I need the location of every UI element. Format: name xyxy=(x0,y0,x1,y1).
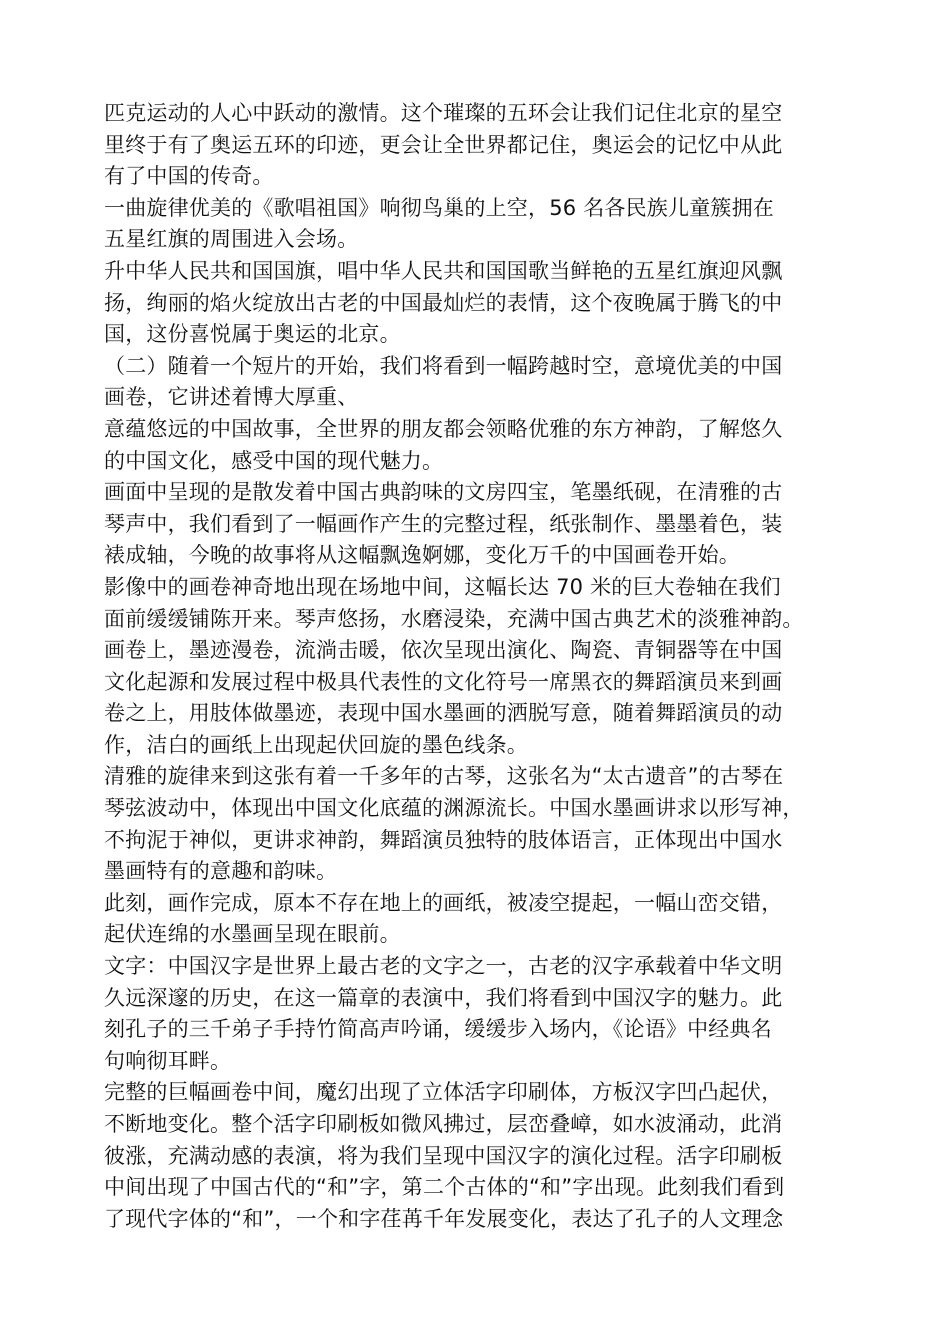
paragraph-11: 完整的巨幅画卷中间，魔幻出现了立体活字印刷体，方板汉字凹凸起伏， 不断地变化。整个活字印刷板如微风拂过，层峦叠嶂，如水波涌动，此消 彼涨，充满动感的表演，将为我们呈现中国汉字的演化过程。活字印刷板 中间出现了中国古代的“和”字，第二个古体的“和”字出现。此刻我们看到 了现代字体的“和”，一个和字荏苒千年发展变化，表达了孔子的人文理念 xyxy=(104,1080,785,1231)
paragraph-3: 升中华人民共和国国旗，唱中华人民共和国国歌当鲜艳的五星红旗迎风飘 扬，绚丽的焰火绽放出古老的中国最灿烂的表情，这个夜晚属于腾飞的中 国，这份喜悦属于奥运的北京。 xyxy=(104,258,783,347)
paragraph-9: 此刻，画作完成，原本不存在地上的画纸，被凌空提起，一幅山峦交错， 起伏连绵的水墨画呈现在眼前。 xyxy=(104,890,783,947)
paragraph-7: 影像中的画卷神奇地出现在场地中间，这幅长达 70 米的巨大卷轴在我们 面前缓缓铺陈开来。琴声悠扬，水磨浸染，充满中国古典艺术的淡雅神韵。 画卷上，墨迹漫卷，流淌击暖，依次呈现出演化、陶瓷、青铜器等在中国 文化起源和发展过程中极具代表性的文化符号一席黑衣的舞蹈演员来到画 卷之上，用肢体做墨迹，表现中国水墨画的洒脱写意，随着舞蹈演员的动 作，洁白的画纸上出现起伏回旋的墨色线条。 xyxy=(104,574,804,757)
paragraph-10: 文字：中国汉字是世界上最古老的文字之一，古老的汉字承载着中华文明 久远深邃的历史，在这一篇章的表演中，我们将看到中国汉字的魅力。此 刻孔子的三千弟子手持竹简高声吟诵，缓缓步入场内，《论语》中经典名 句响彻耳畔。 xyxy=(104,954,783,1073)
paragraph-1: 匹克运动的人心中跃动的激情。这个璀璨的五环会让我们记住北京的星空 里终于有了奥运五环的印迹，更会让全世界都记住，奥运会的记忆中从此 有了中国的传奇。 xyxy=(104,101,783,189)
paragraph-6: 画面中呈现的是散发着中国古典韵味的文房四宝，笔墨纸砚，在清雅的古 琴声中，我们看到了一幅画作产生的完整过程，纸张制作、墨墨着色，装 裱成轴，今晚的故事将从这幅飘逸婀娜，变化万千的中国画卷开始。 xyxy=(104,480,783,568)
paragraph-8: 清雅的旋律来到这张有着一千多年的古琴，这张名为“太古遗音”的古琴在 琴弦波动中，体现出中国文化底蕴的渊源流长。中国水墨画讲求以形写神， 不拘泥于神似，更讲求神韵，舞蹈演员独特的肢体语言，正体现出中国水 墨画特有的意趣和韵味。 xyxy=(104,764,804,884)
paragraph-4: （二）随着一个短片的开始，我们将看到一幅跨越时空，意境优美的中国 画卷，它讲述着博大厚重、 xyxy=(104,353,783,410)
paragraph-5: 意蕴悠远的中国故事，全世界的朋友都会领略优雅的东方神韵，了解悠久 的中国文化，感受中国的现代魅力。 xyxy=(104,416,783,473)
paragraph-2: 一曲旋律优美的《歌唱祖国》响彻鸟巢的上空，56 名各民族儿童簇拥在 五星红旗的周围进入会场。 xyxy=(104,195,774,252)
document-body xyxy=(104,98,864,1235)
